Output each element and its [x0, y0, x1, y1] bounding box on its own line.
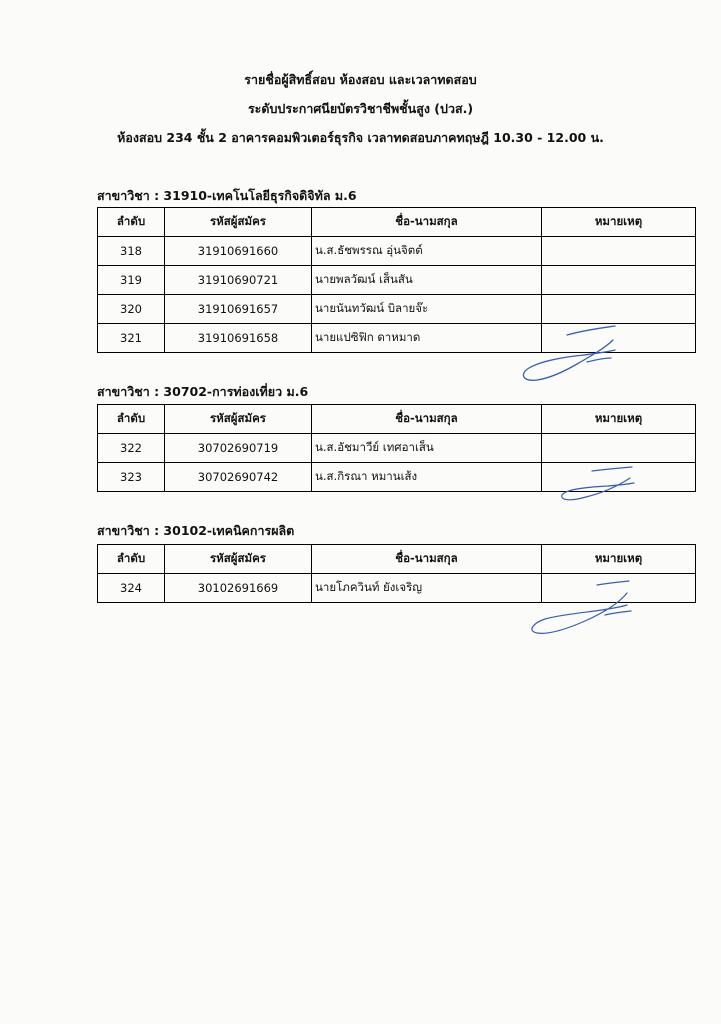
cell-no: 319 [98, 266, 165, 295]
cell-applicant-id: 30702690742 [165, 463, 312, 492]
column-header-name: ชื่อ-นามสกุล [312, 208, 542, 237]
cell-no: 323 [98, 463, 165, 492]
cell-no: 320 [98, 295, 165, 324]
header-line-2: ระดับประกาศนียบัตรวิชาชีพชั้นสูง (ปวส.) [247, 101, 474, 116]
cell-note [542, 266, 696, 295]
table-header-row [98, 545, 696, 574]
column-header-note: หมายเหตุ [542, 545, 696, 574]
column-header-name: ชื่อ-นามสกุล [312, 545, 542, 574]
column-header-no: ลำดับ [98, 545, 165, 574]
signature-mark [527, 575, 657, 645]
signature-mark [548, 462, 658, 507]
column-header-note: หมายเหตุ [542, 405, 696, 434]
column-header-name: ชื่อ-นามสกุล [312, 405, 542, 434]
cell-name: นายนันทวัฒน์ บิลายจ๊ะ [312, 295, 542, 324]
section-title: สาขาวิชา : 30102-เทคนิคการผลิต [97, 523, 295, 538]
cell-name: นายพลวัฒน์ เส็นสัน [312, 266, 542, 295]
cell-no: 324 [98, 574, 165, 603]
header-line-1: รายชื่อผู้สิทธิ์สอบ ห้องสอบ และเวลาทดสอบ [244, 72, 477, 87]
column-header-note: หมายเหตุ [542, 208, 696, 237]
table-header-row [98, 405, 696, 434]
cell-name: นายแปซิฟิก ดาหมาด [312, 324, 542, 353]
table-row [98, 266, 696, 295]
column-header-applicant-id: รหัสผู้สมัคร [165, 545, 312, 574]
cell-applicant-id: 31910691660 [165, 237, 312, 266]
cell-applicant-id: 31910691657 [165, 295, 312, 324]
cell-note [542, 237, 696, 266]
column-header-no: ลำดับ [98, 208, 165, 237]
cell-no: 321 [98, 324, 165, 353]
header-line-3: ห้องสอบ 234 ชั้น 2 อาคารคอมพิวเตอร์ธุรกิจ เวลาทดสอบภาคทฤษฎี 10.30 - 12.00 น. [117, 130, 604, 145]
cell-name: น.ส.อัชมาวีย์ เทศอาเส็น [312, 434, 542, 463]
table-row [98, 237, 696, 266]
cell-applicant-id: 30102691669 [165, 574, 312, 603]
section-title: สาขาวิชา : 30702-การท่องเที่ยว ม.6 [97, 384, 309, 399]
cell-name: นายโภควินท์ ยังเจริญ [312, 574, 542, 603]
signature-mark [515, 318, 645, 388]
section-title: สาขาวิชา : 31910-เทคโนโลยีธุรกิจดิจิทัล ม.6 [97, 188, 357, 203]
cell-applicant-id: 31910691658 [165, 324, 312, 353]
table-row [98, 434, 696, 463]
cell-applicant-id: 31910690721 [165, 266, 312, 295]
cell-name: น.ส.กิรณา หมานเส้ง [312, 463, 542, 492]
column-header-applicant-id: รหัสผู้สมัคร [165, 405, 312, 434]
table-header-row [98, 208, 696, 237]
column-header-no: ลำดับ [98, 405, 165, 434]
cell-no: 322 [98, 434, 165, 463]
cell-applicant-id: 30702690719 [165, 434, 312, 463]
column-header-applicant-id: รหัสผู้สมัคร [165, 208, 312, 237]
cell-no: 318 [98, 237, 165, 266]
cell-name: น.ส.ธัชพรรณ อุ่นจิตต์ [312, 237, 542, 266]
cell-note [542, 434, 696, 463]
